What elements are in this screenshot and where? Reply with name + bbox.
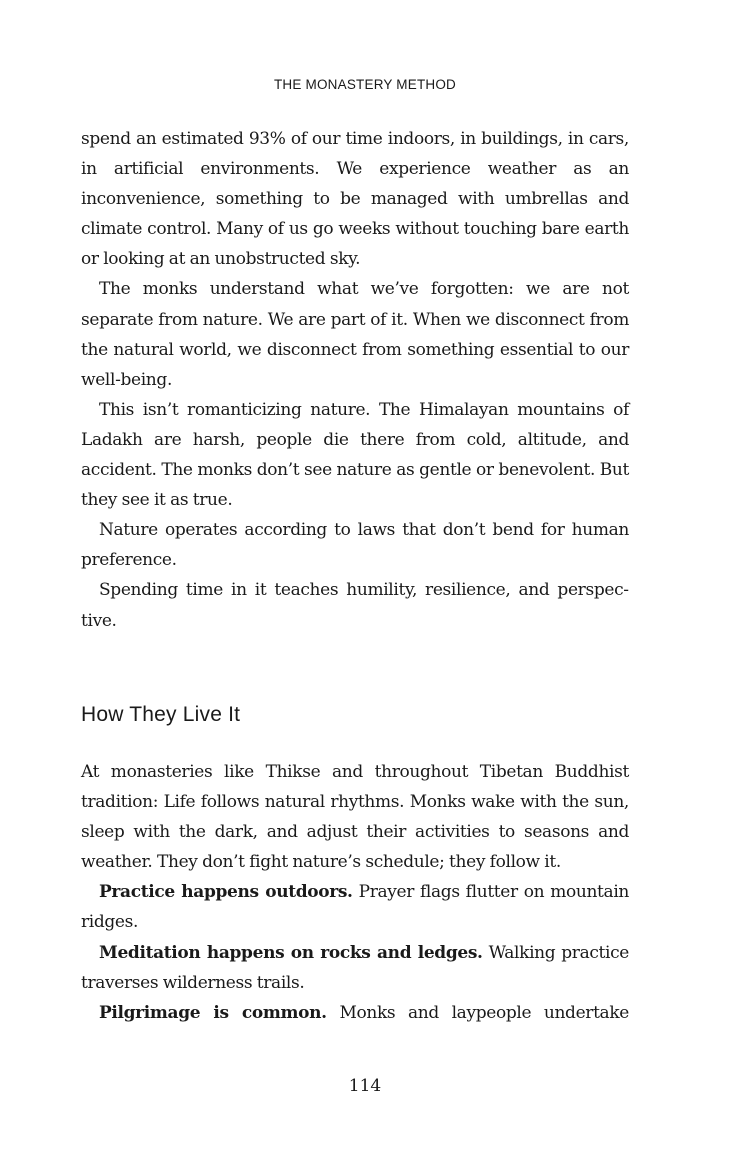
bold-lead-in: Practice happens outdoors. [99, 882, 353, 903]
body-text-section-1 [81, 124, 629, 636]
paragraph-humility: Spending time in it teaches humility, resilience, and perspective. [81, 580, 629, 631]
paragraph-body: Monks and laypeople undertake [326, 1002, 629, 1023]
paragraph-intro: At monasteries like Thikse and throughout Tibetan Buddhist tradition: Life follows natural rhythms. Monks wake with the sun, sleep with the dark, and adjust their activities to seasons and weather. They don’t fight nature’s schedule; they follow it. [81, 762, 629, 873]
paragraph-practice-outdoors [81, 877, 629, 937]
running-head: THE MONASTERY METHOD [273, 77, 457, 92]
paragraph-not-romanticizing: This isn’t romanticizing nature. The Himalayan mountains of Ladakh are harsh, people die there from cold, altitude, and accident. The monks don’t see nature as gentle or benevolent. But they see it as true. [81, 399, 629, 511]
page-number: 114 [348, 1076, 382, 1096]
paragraph-continued: spend an estimated 93% of our time indoors, in buildings, in cars, in artificial environments. We experience weather as an inconvenience, something to be managed with umbrellas and climate control. Many of us go weeks without touching bare earth or looking at an unobstructed sky. [81, 129, 629, 270]
bold-lead-in: Meditation happens on rocks and ledges. [99, 942, 483, 963]
paragraph-meditation-rocks [81, 938, 629, 998]
paragraph-body: Prayer flags flutter on mountain ridges. [81, 882, 630, 933]
bold-lead-in: Pilgrimage is common. [99, 1002, 327, 1023]
paragraph-pilgrimage [81, 998, 629, 1028]
paragraph-monks-understand: The monks understand what we’ve forgotten: we are not separate from nature. We are part of it. When we disconnect from the natural world, we disconnect from something essential to our well-being. [81, 279, 629, 390]
body-text-section-2 [81, 757, 629, 1028]
section-heading: How They Live It [81, 703, 241, 726]
paragraph-body: Walking practice traverses wilderness trails. [81, 942, 629, 993]
paragraph-nature-laws: Nature operates according to laws that don’t bend for human preference. [81, 520, 629, 571]
